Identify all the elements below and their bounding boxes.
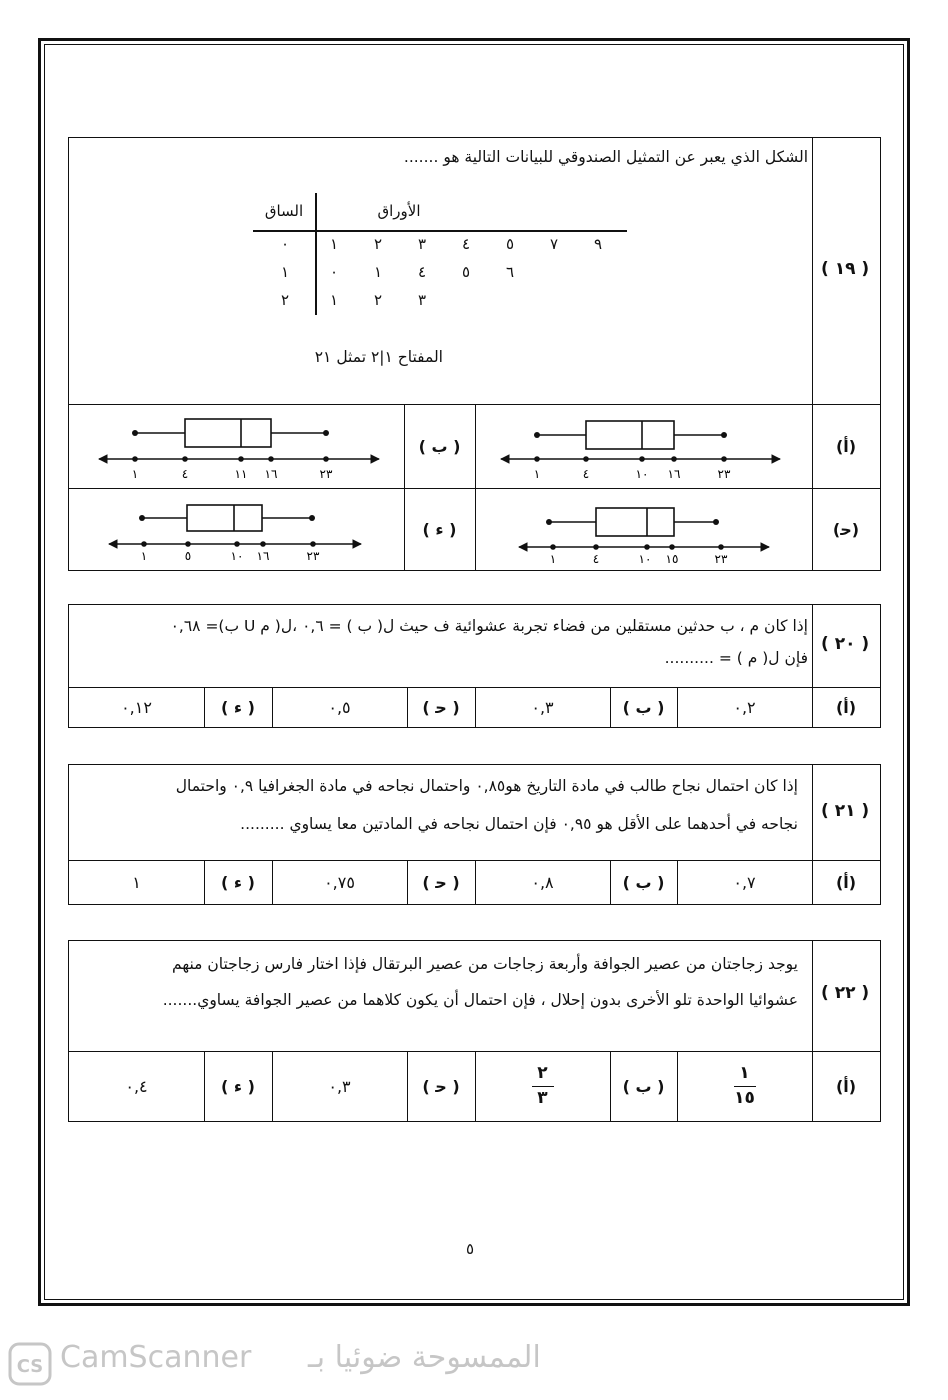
- question-text-line-2: عشوائيا الواحدة تلو الأخرى بدون إحلال ، فإن احتمال أن يكون كلاهما من عصير الجوافة يساوي.......: [162, 991, 798, 1009]
- question-text-line-2: نجاحه في أحدهما على الأقل هو ٠,٩٥ فإن احتمال نجاحه في المادتين معا يساوي .........: [240, 815, 798, 833]
- tick-label: ٢٣: [714, 552, 728, 566]
- camscanner-arabic-text: الممسوحة ضوئيا بـ: [308, 1340, 541, 1375]
- stem-leaf-key: المفتاح ١|٢ تمثل ٢١: [314, 348, 443, 366]
- tick-label: ١٠: [638, 552, 652, 566]
- fraction: $\frac{٢}{٣}$: [532, 1064, 554, 1108]
- camscanner-watermark: [8, 1340, 548, 1388]
- tick-label: ٤: [592, 552, 600, 566]
- question-text-line-2: فإن ل( م ) = ..........: [664, 649, 808, 667]
- option-value-b[interactable]: [475, 1051, 610, 1121]
- box-plots: [69, 138, 880, 570]
- fraction: $\frac{١}{١٥}$: [734, 1062, 755, 1108]
- option-label-c[interactable]: ( ﺣ ): [422, 697, 460, 717]
- option-label-a[interactable]: (أ): [835, 872, 857, 892]
- question-20: [68, 604, 881, 728]
- camscanner-logo-icon: [8, 1342, 52, 1386]
- question-number: ( ٢١ ): [821, 801, 870, 821]
- tick-label: ١: [533, 467, 541, 481]
- option-label-b[interactable]: ( ب ): [418, 436, 461, 456]
- option-label-a[interactable]: (أ): [835, 436, 857, 456]
- question-text-line-1: إذا كان احتمال نجاح طالب في مادة التاريخ هو٠,٨٥ واحتمال نجاحه في مادة الجغرافيا ٠,٩ واحتمال: [175, 777, 798, 795]
- tick-label: ١: [131, 467, 139, 481]
- camscanner-brand: CamScanner: [60, 1340, 252, 1375]
- question-number: ( ١٩ ): [821, 259, 870, 279]
- tick-label: ٢٣: [717, 467, 731, 481]
- tick-label: ٤: [181, 467, 189, 481]
- option-value-c[interactable]: ٠,٣: [328, 1076, 351, 1096]
- option-label-a[interactable]: (أ): [835, 697, 857, 717]
- question-22: [68, 940, 881, 1122]
- box-plot-option-d: [109, 505, 361, 563]
- option-label-d[interactable]: ( ء ): [422, 519, 457, 539]
- tick-label: ١٥: [665, 552, 679, 566]
- option-value-a[interactable]: [677, 1051, 812, 1121]
- box-plot-option-a: [501, 421, 780, 481]
- tick-label: ١: [549, 552, 557, 566]
- option-label-d[interactable]: ( ء ): [221, 1076, 255, 1096]
- option-label-b[interactable]: ( ب ): [622, 872, 665, 892]
- option-label-b[interactable]: ( ب ): [622, 697, 665, 717]
- question-text: الشكل الذي يعبر عن التمثيل الصندوقي للبيانات التالية هو .......: [403, 148, 808, 166]
- tick-label: ١٦: [256, 549, 270, 563]
- tick-label: ١٠: [635, 467, 649, 481]
- tick-label: ٥: [184, 549, 192, 563]
- box-plot-option-c: [519, 508, 769, 566]
- question-21: [68, 764, 881, 905]
- question-number: ( ٢٠ ): [821, 634, 870, 654]
- option-value-d[interactable]: ٠,٤: [125, 1076, 148, 1096]
- stem-header: الساق: [264, 202, 304, 220]
- page-number: ٥: [466, 1240, 475, 1258]
- option-label-c[interactable]: (ﺣ): [832, 519, 860, 539]
- option-value-b[interactable]: ٠,٨: [531, 872, 554, 892]
- option-value-d[interactable]: ١: [132, 872, 141, 892]
- option-value-a[interactable]: ٠,٢: [733, 697, 756, 717]
- option-value-c[interactable]: ٠,٥: [328, 697, 351, 717]
- question-19: ( ١٩ ) الشكل الذي يعبر عن التمثيل الصندوقي للبيانات التالية هو ....... الساق الأوراق ٠ ١ ٢ ٣ ٤ ٥ ٧ ٩ ١ ٠ ١ ٤ ٥ ٦ ٢ ١ ٢ ٣ المفتاح ١|٢ تمثل ٢١ (أ) ( ب ) (ﺣ) ( ء ) ١ ٤ ١٠ ١٦ ٢٣ ١ ٤ ١١ ١٦ ٢٣ ١ ٤ ١٠ ١٥ ٢٣ ١ ٥ ١٠ ١٦ ٢٣: [68, 137, 881, 571]
- option-value-a[interactable]: ٠,٧: [733, 872, 756, 892]
- question-text-line-1: يوجد زجاجتان من عصير الجوافة وأربعة زجاجات من عصير البرتقال فإذا اختار فارس زجاجتان منهم: [172, 955, 798, 973]
- box-plot-option-b: [99, 419, 379, 481]
- option-label-b[interactable]: ( ب ): [622, 1076, 665, 1096]
- option-label-a[interactable]: (أ): [835, 1076, 857, 1096]
- leaf-header: الأوراق: [377, 202, 421, 220]
- option-value-c[interactable]: ٠,٧٥: [324, 872, 355, 892]
- tick-label: ٢٣: [306, 549, 320, 563]
- question-number: ( ٢٢ ): [821, 983, 870, 1003]
- tick-label: ١: [140, 549, 148, 563]
- option-label-c[interactable]: ( ﺣ ): [422, 872, 460, 892]
- tick-label: ١١: [234, 467, 248, 481]
- tick-label: ١٦: [667, 467, 681, 481]
- svg-text:CS: CS: [16, 1356, 44, 1377]
- tick-label: ١٠: [230, 549, 244, 563]
- option-value-d[interactable]: ٠,١٢: [121, 697, 152, 717]
- tick-label: ١٦: [264, 467, 278, 481]
- option-label-c[interactable]: ( ﺣ ): [422, 1076, 460, 1096]
- option-label-d[interactable]: ( ء ): [221, 697, 255, 717]
- tick-label: ٤: [582, 467, 590, 481]
- question-text-line-1: إذا كان م ، ب حدثين مستقلين من فضاء تجربة عشوائية ف حيث ل( ب ) = ٠,٦ ،ل( م U ب)= ٠,٦٨: [170, 617, 808, 635]
- option-label-d[interactable]: ( ء ): [221, 872, 255, 892]
- tick-label: ٢٣: [319, 467, 333, 481]
- option-value-b[interactable]: ٠,٣: [531, 697, 554, 717]
